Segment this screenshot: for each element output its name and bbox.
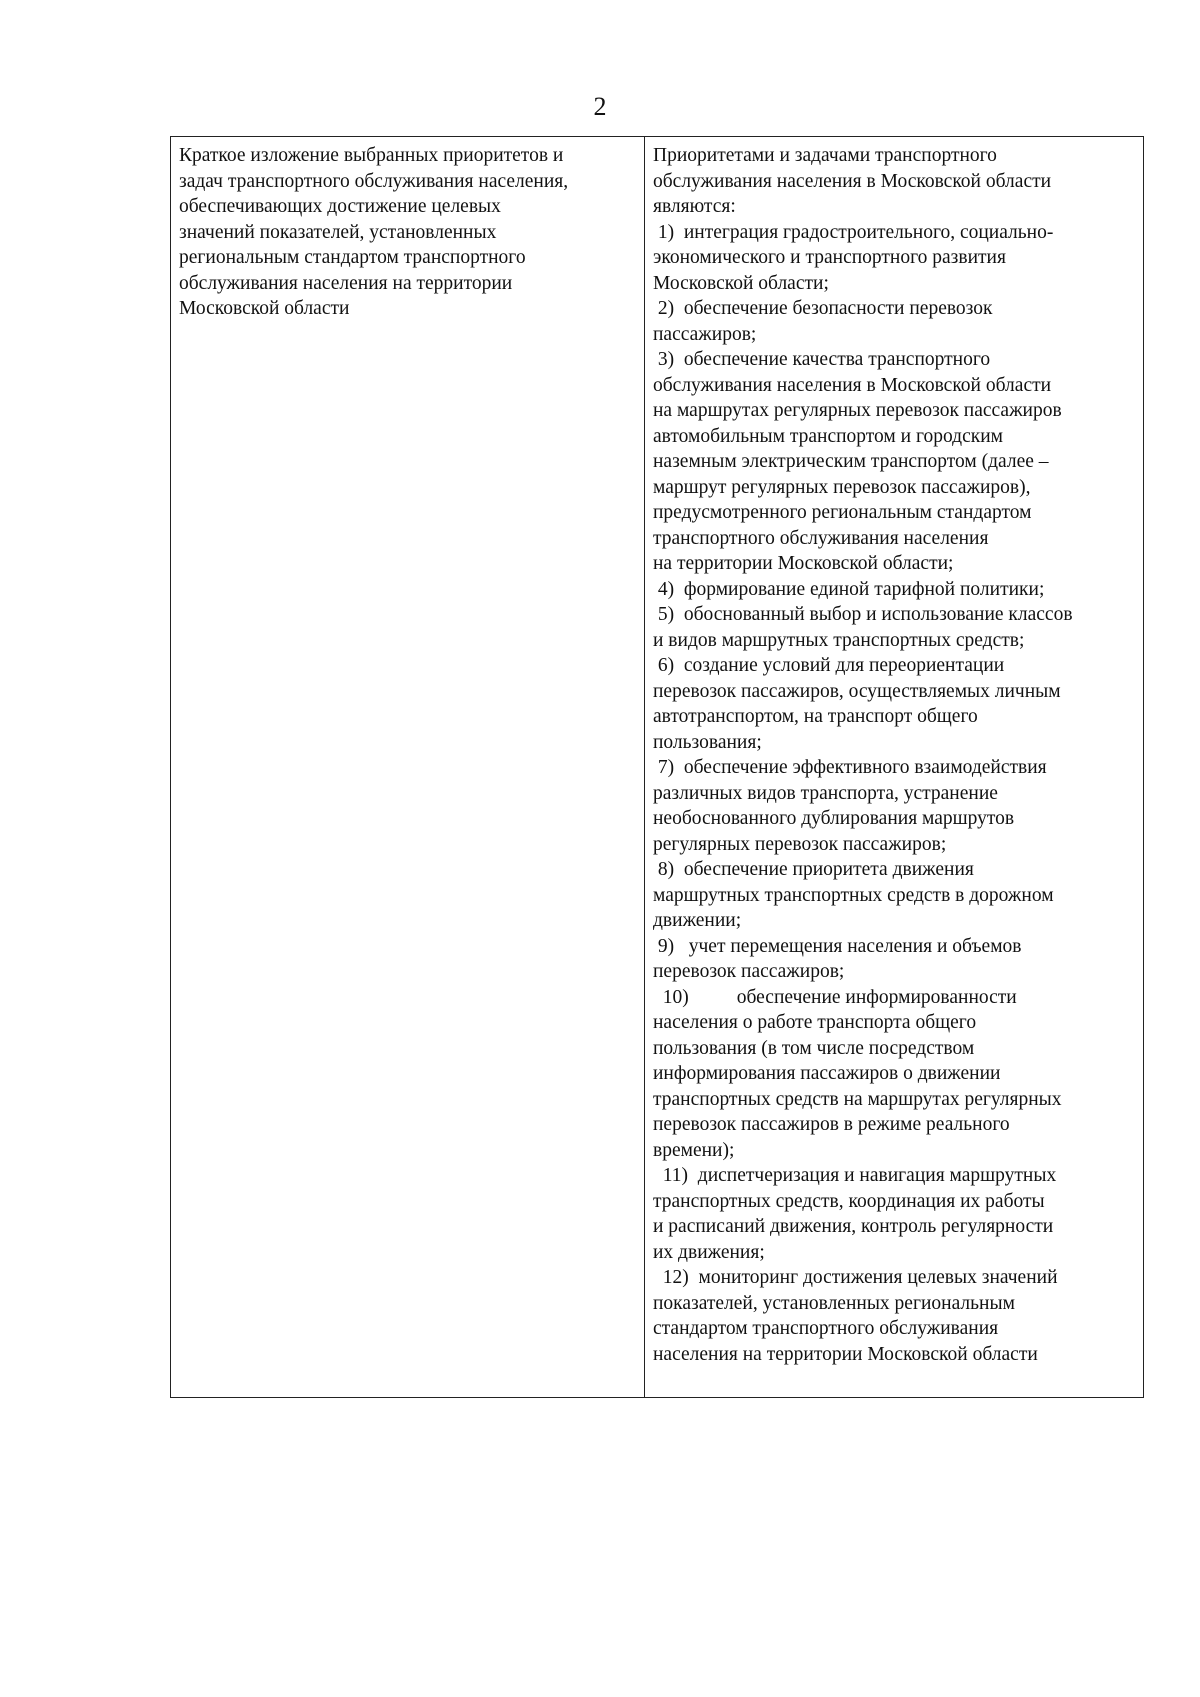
- item-line: маршрутных транспортных средств в дорожном: [653, 884, 1054, 906]
- item-line: на маршрутах регулярных перевозок пассажиров: [653, 400, 1062, 421]
- table-cell-heading: [171, 137, 645, 1397]
- item-number: 2): [657, 298, 675, 319]
- item-number: 4): [657, 578, 675, 600]
- item-line: обслуживания населения в Московской области: [653, 374, 1052, 396]
- item-line: регулярных перевозок пассажиров;: [653, 833, 947, 855]
- item-line: маршрут регулярных перевозок пассажиров),: [653, 476, 1031, 498]
- heading-line: Московской области: [179, 298, 350, 319]
- item-line: интеграция градостроительного, социально-: [683, 221, 1054, 243]
- item-line: необоснованного дублирования маршрутов: [653, 808, 1015, 829]
- heading-line: региональным стандартом транспортного: [179, 247, 526, 268]
- item-line: перевозок пассажиров;: [653, 961, 845, 982]
- item-line: движении;: [653, 910, 742, 931]
- item-line: пассажиров;: [653, 323, 757, 345]
- item-line: автомобильным транспортом и городским: [653, 425, 1003, 447]
- item-line: Московской области;: [653, 272, 829, 294]
- table-cell-priorities: [645, 137, 1143, 1397]
- item-line: наземным электрическим транспортом (далее –: [653, 451, 1049, 472]
- item-line: различных видов транспорта, устранение: [653, 782, 998, 804]
- item-number: 7): [657, 757, 675, 778]
- item-line: населения о работе транспорта общего: [653, 1012, 977, 1033]
- item-line: обоснованный выбор и использование классов: [683, 604, 1073, 625]
- priority-item-1: [653, 220, 1139, 297]
- item-line: транспортных средств, координация их работы: [653, 1190, 1045, 1212]
- item-line: показателей, установленных региональным: [653, 1292, 1015, 1314]
- item-line: создание условий для переориентации: [683, 655, 1005, 676]
- intro-line: обслуживания населения в Московской области: [653, 170, 1052, 192]
- item-line: формирование единой тарифной политики;: [683, 578, 1045, 600]
- item-line: перевозок пассажиров, осуществляемых личным: [653, 680, 1061, 702]
- item-line: населения на территории Московской области: [653, 1343, 1038, 1365]
- item-line: транспортного обслуживания населения: [653, 527, 989, 549]
- item-line: на территории Московской области;: [653, 553, 954, 574]
- heading-line: обслуживания населения на территории: [179, 272, 513, 294]
- item-line: учет перемещения населения и объемов: [688, 935, 1022, 957]
- priority-item-12: [653, 1265, 1139, 1367]
- item-number: 12): [662, 1267, 689, 1288]
- item-line: диспетчеризация и навигация маршрутных: [697, 1165, 1057, 1186]
- item-number: 6): [657, 655, 675, 676]
- item-line: времени);: [653, 1139, 735, 1161]
- item-line: экономического и транспортного развития: [653, 247, 1006, 268]
- priority-item-5: [653, 602, 1139, 653]
- heading-line: обеспечивающих достижение целевых: [179, 196, 501, 217]
- page-number: 2: [593, 92, 607, 121]
- item-line: и видов маршрутных транспортных средств;: [653, 629, 1025, 651]
- item-number: 5): [657, 604, 675, 625]
- item-line: обеспечение качества транспортного: [683, 349, 991, 370]
- item-line: обеспечение эффективного взаимодействия: [683, 757, 1047, 778]
- priority-item-3: [653, 347, 1139, 577]
- priority-item-2: [653, 296, 1139, 347]
- item-number: 3): [657, 349, 675, 370]
- priority-item-9: [653, 934, 1139, 985]
- priority-item-4: [653, 577, 1139, 603]
- item-number: 11): [662, 1165, 689, 1186]
- intro-line: Приоритетами и задачами транспортного: [653, 145, 997, 166]
- item-line: и расписаний движения, контроль регулярности: [653, 1216, 1054, 1237]
- priority-item-6: [653, 653, 1139, 755]
- item-number: 8): [657, 859, 675, 880]
- item-line: обеспечение информированности: [736, 986, 1017, 1008]
- item-line: их движения;: [653, 1241, 765, 1263]
- item-line: пользования (в том числе посредством: [653, 1037, 975, 1059]
- item-line: автотранспортом, на транспорт общего: [653, 706, 978, 727]
- priority-item-8: [653, 857, 1139, 934]
- intro-line: являются:: [653, 196, 736, 217]
- item-number: 10): [662, 986, 689, 1008]
- item-line: перевозок пассажиров в режиме реального: [653, 1114, 1010, 1135]
- priority-item-7: [653, 755, 1139, 857]
- heading-line: Краткое изложение выбранных приоритетов и: [179, 145, 564, 166]
- priority-item-11: [653, 1163, 1139, 1265]
- heading-line: задач транспортного обслуживания населения,: [179, 170, 569, 192]
- item-line: информирования пассажиров о движении: [653, 1063, 1001, 1084]
- heading-line: значений показателей, установленных: [179, 221, 497, 243]
- item-line: обеспечение безопасности перевозок: [683, 298, 993, 319]
- item-line: мониторинг достижения целевых значений: [698, 1267, 1058, 1288]
- item-number: 9): [657, 935, 675, 957]
- item-line: пользования;: [653, 731, 762, 753]
- item-line: транспортных средств на маршрутах регулярных: [653, 1088, 1062, 1110]
- item-line: стандартом транспортного обслуживания: [653, 1318, 999, 1339]
- priorities-table: [170, 136, 1144, 1398]
- priority-item-10: [653, 985, 1139, 1164]
- item-number: 1): [657, 221, 675, 243]
- item-line: предусмотренного региональным стандартом: [653, 502, 1032, 523]
- item-line: обеспечение приоритета движения: [683, 859, 974, 880]
